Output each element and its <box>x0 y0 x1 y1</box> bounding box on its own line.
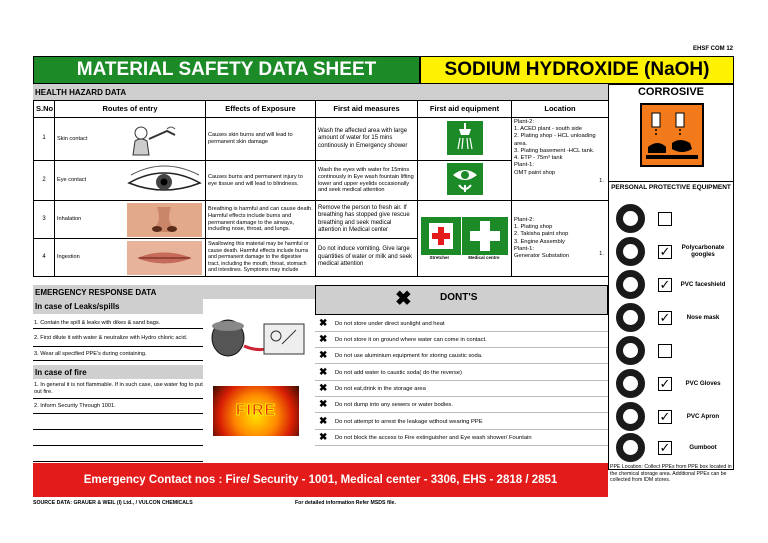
dont-text: Do not dump into any sewers or water bodies. <box>335 401 453 408</box>
table-row <box>34 118 609 161</box>
cross-icon: ✖ <box>319 350 328 361</box>
ppe-label <box>674 203 732 233</box>
dont-text: Do not attempt to arrest the leakage without wearing PPE <box>335 418 483 425</box>
first-aid-cell <box>316 239 418 277</box>
location-text: Plant-2: 1. ACED plant - south side 2. Plating shop - HCL unloading area. 3. Plating basement -HCL tank. 4. ETP - 75m³ tank <box>514 119 596 162</box>
route-label: Ingestion <box>57 254 80 260</box>
equipment-cell <box>418 118 512 161</box>
equipment-cell <box>418 161 512 201</box>
column-header: Routes of entry <box>55 101 206 118</box>
health-hazard-header: HEALTH HAZARD DATA <box>33 84 608 100</box>
ppe-checkbox[interactable]: ✓ <box>659 409 671 424</box>
dont-item <box>315 316 608 332</box>
stretcher-label: Stretcher <box>429 254 450 260</box>
dont-text: Do not use aluminium equipment for storing caustic soda. <box>335 352 483 359</box>
ear-protection-icon <box>616 336 645 365</box>
list-item: 2. First dilute it with water & neutralize with Hydro chloric acid. <box>33 330 203 347</box>
ppe-row-faceshield <box>612 269 732 302</box>
ppe-label: Nose mask <box>686 313 720 321</box>
faceshield-icon <box>616 270 645 299</box>
dont-item <box>315 348 608 364</box>
ppe-row-gumboot <box>612 432 732 465</box>
cross-icon: ✖ <box>319 399 328 410</box>
ppe-checkbox[interactable]: ✓ <box>659 440 671 455</box>
ppe-checkbox[interactable]: ✓ <box>659 310 671 325</box>
plant-number: 1. <box>599 251 604 257</box>
table-header-row <box>34 101 609 118</box>
medical-centre-label: Medical centre <box>468 254 500 260</box>
cross-icon: ✖ <box>319 416 328 427</box>
dont-item <box>315 397 608 413</box>
effects-cell: Causes skin burns and will lead to permanent skin damage <box>206 118 316 161</box>
effects-cell: Swallowing this material may be harmful or cause death. Harmful effects include burns and permanent damage to the digestive tract, including the mouth, throat, stomach and intestines. Symptoms may include <box>206 239 316 277</box>
row-number: 3 <box>34 201 55 239</box>
corrosive-hazard-icon <box>640 103 704 167</box>
row-number: 4 <box>34 239 55 277</box>
medical-centre-icon <box>462 217 508 255</box>
spill-containment-illustration <box>204 316 308 362</box>
ppe-checkbox[interactable] <box>658 344 672 358</box>
dont-item <box>315 365 608 381</box>
cross-icon: ✖ <box>395 288 412 310</box>
ppe-title: PERSONAL PROTECTIVE EQUIPMENT <box>608 181 734 192</box>
list-item: 1. Contain the spill & leaks with dikes & sand bags. <box>33 318 203 329</box>
nose-illustration <box>127 203 202 237</box>
chemical-name: SODIUM HYDROXIDE (NaOH) <box>420 56 734 84</box>
ppe-label <box>674 335 732 365</box>
first-aid-cell: Remove the person to fresh air. If breathing has stopped give rescue breathing and seek medical attention in Medical center <box>316 201 418 239</box>
location-cell <box>512 201 609 277</box>
cross-icon: ✖ <box>319 432 328 443</box>
ppe-label: PVC Gloves <box>685 379 721 387</box>
location-cell <box>512 118 609 201</box>
equipment-cell <box>418 201 512 277</box>
ppe-checkbox[interactable]: ✓ <box>659 244 671 259</box>
first-aid-text: Do not induce vomiting. Give large quantities of water or milk and seek medical attention <box>318 246 413 268</box>
goggles-icon <box>616 237 645 266</box>
emergency-shower-icon <box>447 121 483 155</box>
mouth-illustration <box>127 241 202 275</box>
dont-text: Do not eat,drink in the storage area <box>335 385 426 392</box>
ppe-checkbox[interactable] <box>658 212 672 226</box>
ppe-label: Polycarbonate googles <box>681 244 725 258</box>
list-item <box>33 447 203 462</box>
skin-contact-illustration <box>127 121 182 157</box>
ppe-row-nose-mask <box>612 302 732 335</box>
route-cell <box>55 161 206 201</box>
nose-mask-icon <box>616 303 645 332</box>
ppe-row-apron <box>612 401 732 434</box>
ppe-checkbox[interactable]: ✓ <box>659 277 671 292</box>
list-item: 3. Wear all specified PPE's during containing. <box>33 348 203 361</box>
ppe-label: PVC Apron <box>686 412 720 420</box>
table-row <box>34 201 609 239</box>
dont-item <box>315 381 608 397</box>
dont-text: Do not store under direct sunlight and heat <box>335 320 445 327</box>
list-item: 1. In general it is not flammable. If in such case, use water fog to put out fire. <box>33 380 203 399</box>
first-aid-cell: Wash the affected area with large amount of water for 15 mins continously in Emergency shower <box>316 118 418 161</box>
equipment-caption-row <box>420 255 509 261</box>
location-text: Plant-1: Generator Substation <box>514 245 570 259</box>
fire-illustration: FIRE <box>213 386 299 436</box>
document-code: EHSF COM 12 <box>693 46 734 52</box>
column-header: First aid equipment <box>418 101 512 118</box>
eye-illustration <box>127 163 202 199</box>
page-title: MATERIAL SAFETY DATA SHEET <box>33 56 420 84</box>
dont-item <box>315 332 608 348</box>
list-item <box>33 431 203 446</box>
ppe-row-ear-protection <box>612 335 732 368</box>
cross-icon: ✖ <box>319 318 328 329</box>
ppe-label: Gumboot <box>689 443 717 451</box>
dont-text: Do not store it on ground where water can come in contact. <box>335 336 487 343</box>
dont-text: Do not add water to caustic soda( do the reverse) <box>335 369 462 376</box>
dont-text: Do not block the access to Fire extinguisher and Eye wash shower/ Fountain <box>335 434 532 441</box>
route-cell <box>55 239 206 277</box>
column-header: First aid measures <box>316 101 418 118</box>
effects-cell: Breathing is harmful and can cause death. Harmful effects include burns and permanent damage to the airways, including nose, throat, and lungs. <box>206 201 316 239</box>
location-text: Plant-1: OMT paint shop <box>514 162 556 176</box>
donts-title: DONT'S <box>440 292 478 303</box>
route-label: Eye contact <box>57 177 87 183</box>
cross-icon: ✖ <box>319 334 328 345</box>
dont-item <box>315 414 608 430</box>
eye-wash-icon <box>447 163 483 195</box>
list-item: 2. Inform Security Through 1001. <box>33 400 203 414</box>
route-label: Inhalation <box>57 216 82 222</box>
effects-cell: Causes burns and permanent injury to eye tissue and will lead to blindness. <box>206 161 316 201</box>
row-number: 1 <box>34 118 55 161</box>
ppe-row-goggles <box>612 236 732 269</box>
corrosive-label: CORROSIVE <box>637 86 704 98</box>
location-text: Plant-2: 1. Plating shop 2. Takisha paint shop 3. Engine Assembly <box>514 216 569 245</box>
first-aid-cell: Wash the eyes with water for 15mins continously in Eye wash fountain lifting lower and upper eyelids occasionally and seek medical attention <box>316 161 418 201</box>
ppe-location-note: PPE Location: Collect PPEs from PPE box located in the chemical storage area. Additional PPEs can be collected from IDM stores. <box>610 464 732 483</box>
cross-icon: ✖ <box>319 367 328 378</box>
emergency-response-header: EMERGENCY RESPONSE DATA <box>33 285 315 299</box>
column-header: S.No <box>34 101 55 118</box>
ppe-checkbox[interactable]: ✓ <box>659 376 671 391</box>
health-hazard-table <box>33 100 609 277</box>
ppe-row-hard-hat <box>612 203 732 236</box>
gloves-icon <box>616 369 645 398</box>
gumboot-icon <box>616 433 645 462</box>
leaks-header: In case of Leaks/spills <box>33 299 203 314</box>
cross-icon: ✖ <box>319 383 328 394</box>
column-header: Location <box>512 101 609 118</box>
route-label: Skin contact <box>57 135 88 142</box>
msds-reference: For detailed information Refer MSDS file. <box>295 500 396 506</box>
row-number: 2 <box>34 161 55 201</box>
dont-item <box>315 430 608 446</box>
ppe-row-gloves <box>612 368 732 401</box>
apron-icon <box>616 402 645 431</box>
list-item <box>33 415 203 430</box>
route-cell <box>55 118 206 161</box>
source-data: SOURCE DATA: GRAUER & WEIL (I) Ltd., / VULCON CHEMICALS <box>33 500 193 506</box>
stretcher-icon <box>421 217 461 255</box>
route-cell <box>55 201 206 239</box>
ppe-label: PVC faceshield <box>680 280 726 288</box>
emergency-contact-bar: Emergency Contact nos : Fire/ Security - 1001, Medical center - 3306, EHS - 2818 / 2851 <box>33 463 608 497</box>
hard-hat-icon <box>616 204 645 233</box>
column-header: Effects of Exposure <box>206 101 316 118</box>
plant-number: 1. <box>599 178 604 184</box>
fire-header: In case of fire <box>33 365 203 379</box>
